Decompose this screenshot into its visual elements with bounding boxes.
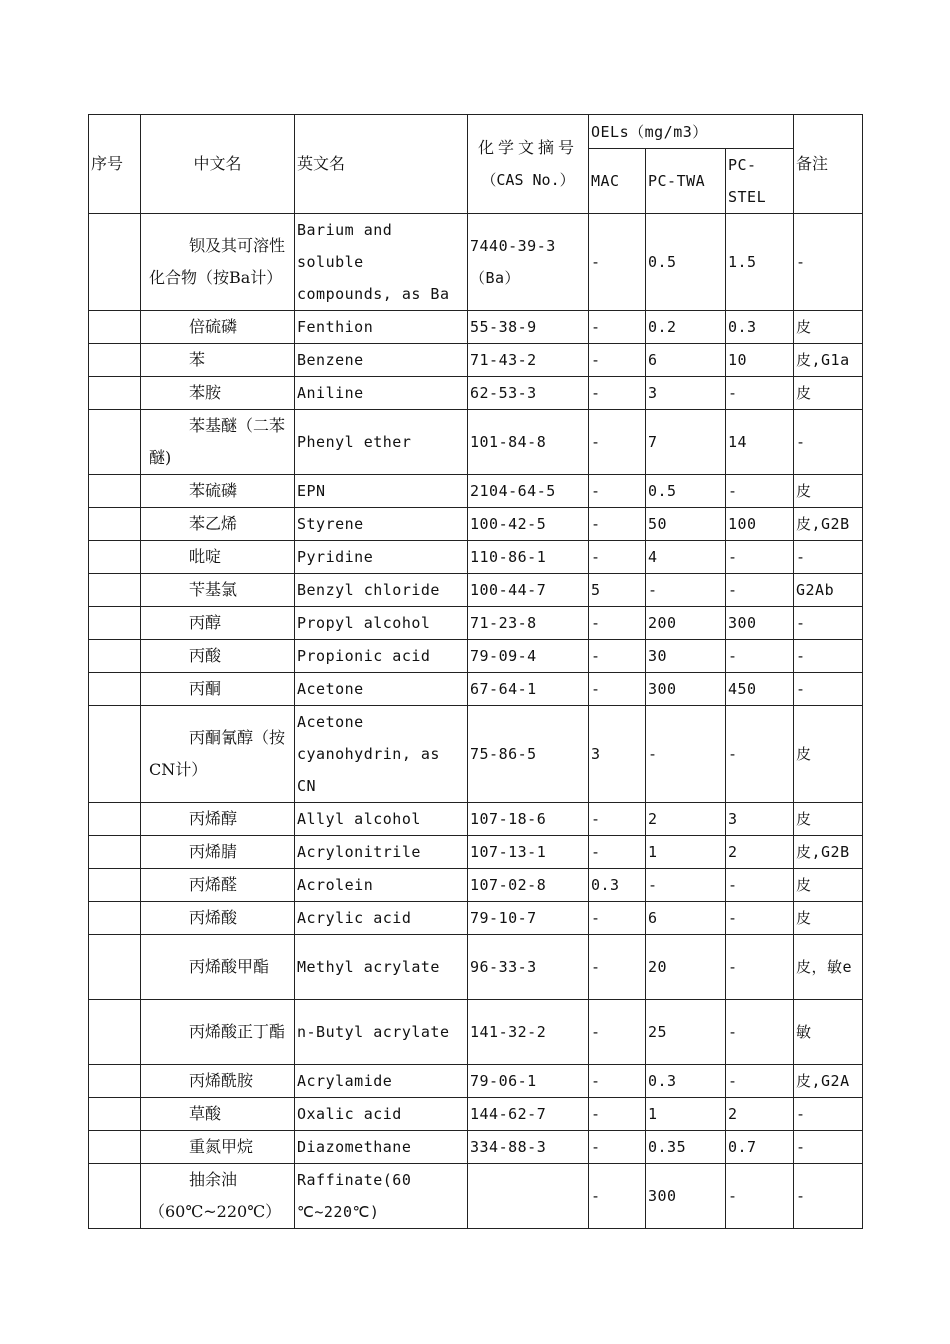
cell-mac: - (589, 475, 646, 508)
cell-pc-twa: 0.2 (646, 311, 726, 344)
cell-cas: 2104-64-5 (468, 475, 589, 508)
table-row (89, 311, 863, 344)
cell-seq (89, 377, 141, 410)
cell-cn-name: 倍硫磷 (141, 311, 295, 344)
cell-pc-stel: - (726, 706, 794, 803)
table-row (89, 377, 863, 410)
cell-seq (89, 1065, 141, 1098)
cell-pc-stel: 14 (726, 410, 794, 475)
cell-pc-stel: - (726, 1164, 794, 1229)
table-row (89, 1131, 863, 1164)
cell-remark: 皮，敏e (794, 935, 863, 1000)
cell-cas: 101-84-8 (468, 410, 589, 475)
table-row (89, 640, 863, 673)
cell-mac: - (589, 311, 646, 344)
cell-en-name: Barium and soluble compounds, as Ba (295, 214, 468, 311)
cell-pc-stel: - (726, 574, 794, 607)
cell-remark: G2Ab (794, 574, 863, 607)
cell-mac: - (589, 607, 646, 640)
cell-pc-twa: 1 (646, 1098, 726, 1131)
cell-seq (89, 803, 141, 836)
cell-remark: - (794, 607, 863, 640)
cell-mac: - (589, 1065, 646, 1098)
cell-pc-stel: 1.5 (726, 214, 794, 311)
cell-cas: 7440-39-3（Ba） (468, 214, 589, 311)
cell-pc-twa: 4 (646, 541, 726, 574)
cell-cas: 110-86-1 (468, 541, 589, 574)
cell-seq (89, 541, 141, 574)
cell-cas: 67-64-1 (468, 673, 589, 706)
cell-en-name: EPN (295, 475, 468, 508)
cell-en-name: Acrylamide (295, 1065, 468, 1098)
cell-pc-twa: 0.5 (646, 475, 726, 508)
cell-seq (89, 706, 141, 803)
cell-mac: - (589, 1164, 646, 1229)
cell-mac: 3 (589, 706, 646, 803)
cell-pc-twa: 2 (646, 803, 726, 836)
cell-en-name: Acetone cyanohydrin, as CN (295, 706, 468, 803)
cell-remark: - (794, 410, 863, 475)
cell-seq (89, 836, 141, 869)
header-pcstel: PC-STEL (726, 149, 794, 214)
table-row (89, 869, 863, 902)
cell-mac: 5 (589, 574, 646, 607)
cell-cas: 62-53-3 (468, 377, 589, 410)
cell-remark: 皮,G2B (794, 508, 863, 541)
cell-remark: - (794, 640, 863, 673)
cell-remark: - (794, 214, 863, 311)
cell-cn-name: 草酸 (141, 1098, 295, 1131)
cell-cas: 100-44-7 (468, 574, 589, 607)
table-row (89, 902, 863, 935)
cell-cas: 141-32-2 (468, 1000, 589, 1065)
cell-cn-name: 钡及其可溶性化合物（按Ba计） (141, 214, 295, 311)
cell-seq (89, 311, 141, 344)
table-row (89, 607, 863, 640)
cell-remark: 皮 (794, 706, 863, 803)
cell-en-name: Acetone (295, 673, 468, 706)
table-row (89, 541, 863, 574)
cell-cn-name: 苯硫磷 (141, 475, 295, 508)
cell-pc-twa: 25 (646, 1000, 726, 1065)
table-row (89, 673, 863, 706)
cell-remark: - (794, 673, 863, 706)
cell-cn-name: 丙烯醛 (141, 869, 295, 902)
cell-en-name: Propyl alcohol (295, 607, 468, 640)
header-mac: MAC (589, 149, 646, 214)
cell-en-name: Propionic acid (295, 640, 468, 673)
table-row (89, 1164, 863, 1229)
cell-mac: - (589, 902, 646, 935)
header-cas (468, 115, 589, 214)
cell-mac: - (589, 541, 646, 574)
cell-cn-name: 苯乙烯 (141, 508, 295, 541)
cell-pc-stel: - (726, 475, 794, 508)
cell-en-name: Acrylonitrile (295, 836, 468, 869)
table-row (89, 344, 863, 377)
table-row (89, 935, 863, 1000)
cell-pc-twa: 7 (646, 410, 726, 475)
cell-en-name: Benzene (295, 344, 468, 377)
cell-cn-name: 丙烯酰胺 (141, 1065, 295, 1098)
header-cas-line1: 化学文摘号 (477, 138, 578, 157)
cell-cas (468, 1164, 589, 1229)
cell-en-name: Acrylic acid (295, 902, 468, 935)
cell-cas: 107-18-6 (468, 803, 589, 836)
cell-pc-stel: 2 (726, 1098, 794, 1131)
cell-pc-twa: 300 (646, 673, 726, 706)
cell-pc-stel: - (726, 935, 794, 1000)
cell-en-name: Fenthion (295, 311, 468, 344)
cell-cn-name: 苯 (141, 344, 295, 377)
cell-cas: 71-43-2 (468, 344, 589, 377)
cell-pc-stel: - (726, 377, 794, 410)
cell-pc-twa: 6 (646, 902, 726, 935)
header-cas-line2: （CAS No.） (481, 171, 575, 189)
cell-mac: - (589, 640, 646, 673)
table-row (89, 836, 863, 869)
cell-seq (89, 869, 141, 902)
cell-cas: 55-38-9 (468, 311, 589, 344)
cell-pc-stel: 0.3 (726, 311, 794, 344)
cell-seq (89, 1164, 141, 1229)
cell-pc-stel: 0.7 (726, 1131, 794, 1164)
cell-pc-twa: - (646, 706, 726, 803)
cell-en-name: Styrene (295, 508, 468, 541)
cell-pc-twa: 1 (646, 836, 726, 869)
cell-pc-twa: 0.5 (646, 214, 726, 311)
header-remark: 备注 (794, 115, 863, 214)
cell-remark: - (794, 1164, 863, 1229)
cell-pc-twa: 300 (646, 1164, 726, 1229)
cell-cn-name: 丙酮氰醇（按CN计） (141, 706, 295, 803)
header-en-name: 英文名 (295, 115, 468, 214)
cell-cas: 79-09-4 (468, 640, 589, 673)
cell-pc-stel: 100 (726, 508, 794, 541)
cell-en-name: Diazomethane (295, 1131, 468, 1164)
cell-en-name: n-Butyl acrylate (295, 1000, 468, 1065)
cell-cas: 144-62-7 (468, 1098, 589, 1131)
cell-pc-stel: - (726, 869, 794, 902)
cell-en-name: Allyl alcohol (295, 803, 468, 836)
cell-pc-stel: - (726, 640, 794, 673)
cell-cn-name: 丙烯腈 (141, 836, 295, 869)
cell-cas: 107-02-8 (468, 869, 589, 902)
cell-cn-name: 苄基氯 (141, 574, 295, 607)
cell-mac: - (589, 410, 646, 475)
cell-mac: - (589, 1098, 646, 1131)
cell-cn-name: 抽余油（60℃~220℃） (141, 1164, 295, 1229)
cell-mac: - (589, 673, 646, 706)
cell-cn-name: 丙酮 (141, 673, 295, 706)
cell-mac: - (589, 508, 646, 541)
header-row-1 (89, 115, 863, 149)
cell-seq (89, 410, 141, 475)
cell-pc-twa: 0.35 (646, 1131, 726, 1164)
cell-cas: 107-13-1 (468, 836, 589, 869)
cell-cas: 79-06-1 (468, 1065, 589, 1098)
cell-en-name: Aniline (295, 377, 468, 410)
cell-pc-stel: - (726, 902, 794, 935)
cell-pc-stel: 300 (726, 607, 794, 640)
cell-remark: 皮 (794, 902, 863, 935)
cell-cas: 100-42-5 (468, 508, 589, 541)
cell-en-name: Pyridine (295, 541, 468, 574)
table-row (89, 214, 863, 311)
cell-mac: - (589, 935, 646, 1000)
cell-cn-name: 丙烯酸正丁酯 (141, 1000, 295, 1065)
cell-pc-stel: - (726, 1065, 794, 1098)
cell-pc-stel: - (726, 1000, 794, 1065)
cell-seq (89, 475, 141, 508)
cell-pc-twa: 50 (646, 508, 726, 541)
cell-pc-twa: 30 (646, 640, 726, 673)
cell-remark: 皮,G1a (794, 344, 863, 377)
cell-remark: 敏 (794, 1000, 863, 1065)
cell-en-name: Oxalic acid (295, 1098, 468, 1131)
cell-remark: - (794, 1131, 863, 1164)
table-row (89, 1065, 863, 1098)
table-row (89, 410, 863, 475)
cell-cas: 71-23-8 (468, 607, 589, 640)
cell-cn-name: 丙烯酸 (141, 902, 295, 935)
cell-remark: - (794, 541, 863, 574)
header-oels: OELs（mg/m3） (589, 115, 794, 149)
cell-mac: 0.3 (589, 869, 646, 902)
cell-cn-name: 丙酸 (141, 640, 295, 673)
cell-seq (89, 1131, 141, 1164)
cell-seq (89, 673, 141, 706)
cell-pc-stel: 450 (726, 673, 794, 706)
cell-seq (89, 214, 141, 311)
cell-remark: 皮 (794, 311, 863, 344)
table-row (89, 803, 863, 836)
cell-remark: 皮,G2A (794, 1065, 863, 1098)
table-row (89, 574, 863, 607)
cell-seq (89, 1000, 141, 1065)
cell-remark: 皮 (794, 475, 863, 508)
cell-mac: - (589, 344, 646, 377)
cell-pc-twa: 3 (646, 377, 726, 410)
cell-pc-twa: 200 (646, 607, 726, 640)
cell-cn-name: 吡啶 (141, 541, 295, 574)
cell-mac: - (589, 377, 646, 410)
cell-mac: - (589, 214, 646, 311)
cell-cn-name: 丙烯醇 (141, 803, 295, 836)
cell-cas: 334-88-3 (468, 1131, 589, 1164)
table-row (89, 508, 863, 541)
cell-seq (89, 640, 141, 673)
cell-cas: 79-10-7 (468, 902, 589, 935)
cell-en-name: Raffinate(60 ℃~220℃) (295, 1164, 468, 1229)
cell-pc-stel: 10 (726, 344, 794, 377)
cell-en-name: Methyl acrylate (295, 935, 468, 1000)
table-row (89, 475, 863, 508)
table-row (89, 1000, 863, 1065)
cell-remark: 皮,G2B (794, 836, 863, 869)
cell-seq (89, 607, 141, 640)
oel-table (88, 114, 863, 1229)
cell-seq (89, 1098, 141, 1131)
cell-mac: - (589, 1131, 646, 1164)
cell-remark: 皮 (794, 377, 863, 410)
header-seq: 序号 (89, 115, 141, 214)
cell-pc-twa: 20 (646, 935, 726, 1000)
cell-mac: - (589, 1000, 646, 1065)
cell-remark: - (794, 1098, 863, 1131)
cell-cas: 75-86-5 (468, 706, 589, 803)
cell-mac: - (589, 803, 646, 836)
table-row (89, 1098, 863, 1131)
cell-seq (89, 902, 141, 935)
cell-pc-twa: 6 (646, 344, 726, 377)
cell-remark: 皮 (794, 803, 863, 836)
cell-mac: - (589, 836, 646, 869)
cell-pc-twa: - (646, 869, 726, 902)
cell-remark: 皮 (794, 869, 863, 902)
cell-en-name: Phenyl ether (295, 410, 468, 475)
cell-cas: 96-33-3 (468, 935, 589, 1000)
cell-pc-stel: 3 (726, 803, 794, 836)
cell-seq (89, 344, 141, 377)
table-row (89, 706, 863, 803)
cell-cn-name: 丙烯酸甲酯 (141, 935, 295, 1000)
cell-pc-stel: 2 (726, 836, 794, 869)
cell-cn-name: 丙醇 (141, 607, 295, 640)
cell-en-name: Acrolein (295, 869, 468, 902)
cell-pc-stel: - (726, 541, 794, 574)
cell-cn-name: 苯胺 (141, 377, 295, 410)
cell-seq (89, 935, 141, 1000)
header-pctwa: PC-TWA (646, 149, 726, 214)
cell-pc-twa: - (646, 574, 726, 607)
cell-cn-name: 重氮甲烷 (141, 1131, 295, 1164)
cell-en-name: Benzyl chloride (295, 574, 468, 607)
cell-seq (89, 574, 141, 607)
cell-pc-twa: 0.3 (646, 1065, 726, 1098)
cell-cn-name: 苯基醚（二苯醚) (141, 410, 295, 475)
header-cn-name: 中文名 (141, 115, 295, 214)
cell-seq (89, 508, 141, 541)
